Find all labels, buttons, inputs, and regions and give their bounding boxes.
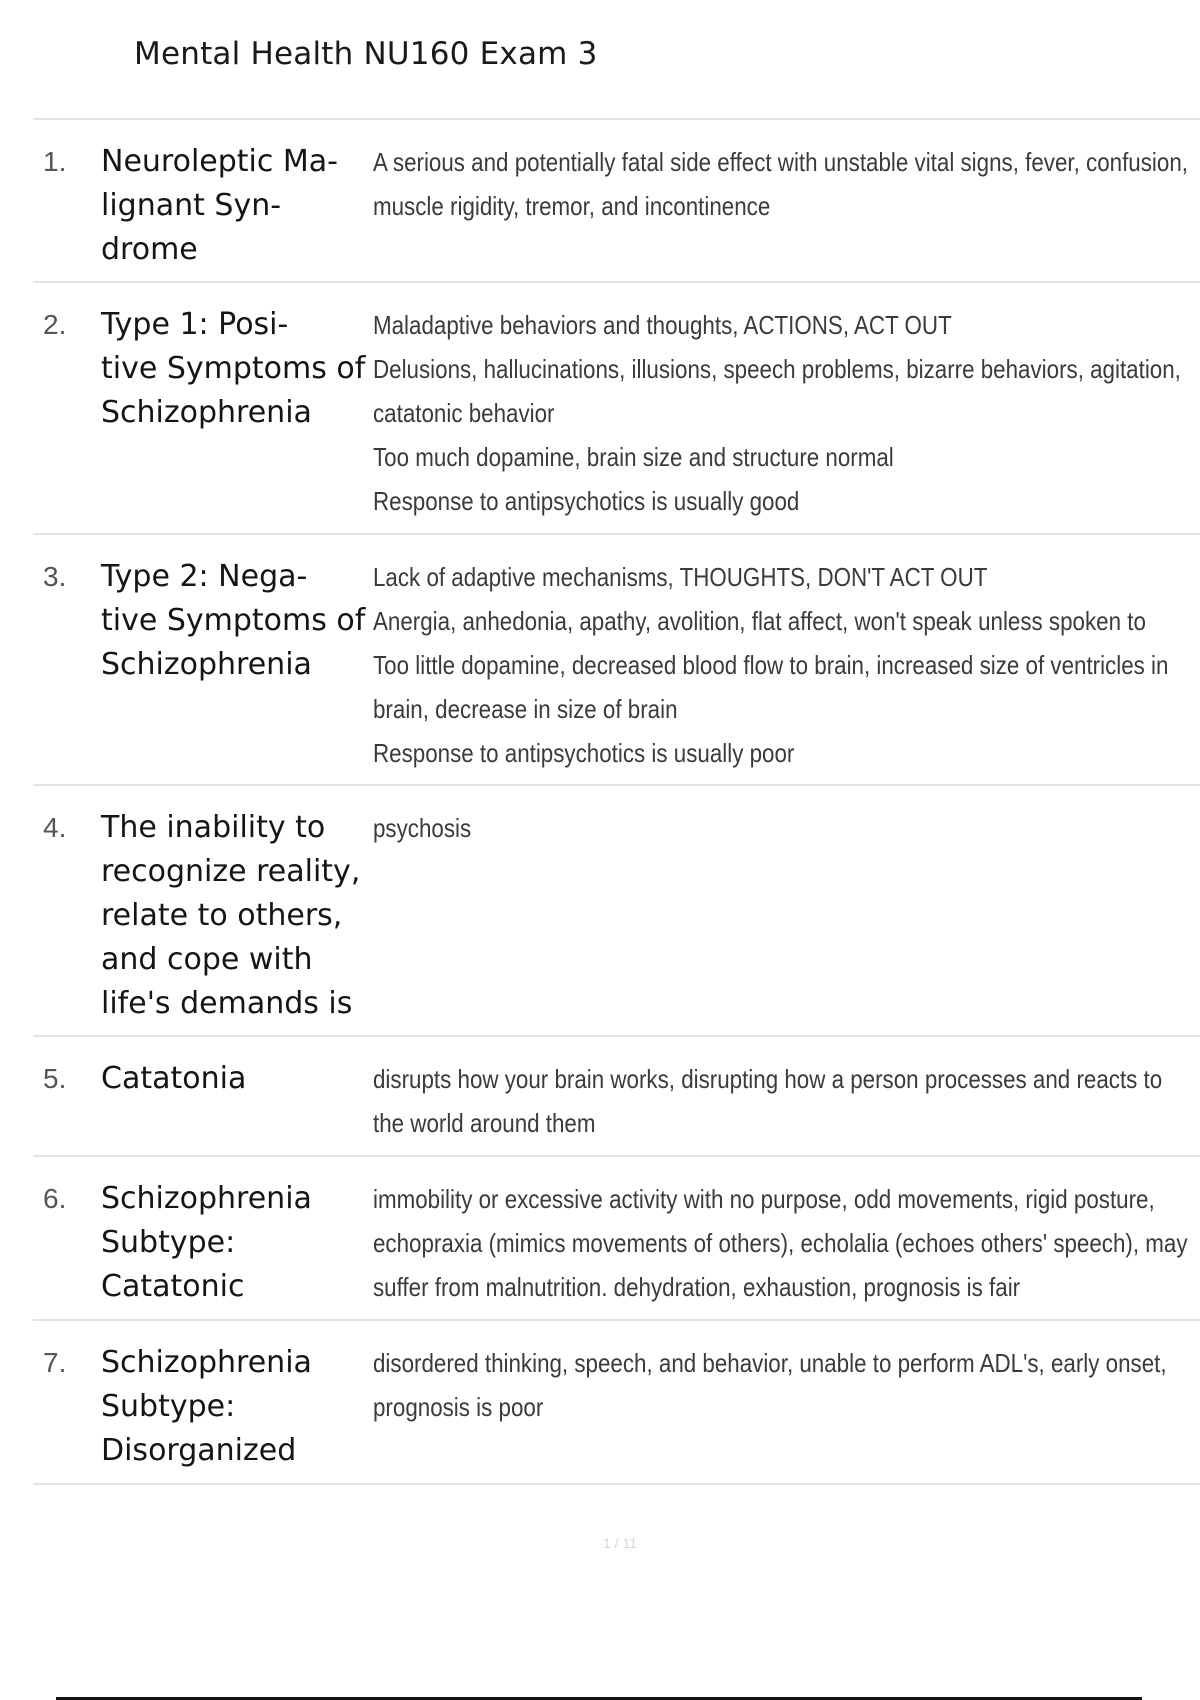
- flashcard-row: [33, 120, 1200, 283]
- card-term: Schizophrenia Subtype: Catatonic: [101, 1181, 312, 1304]
- card-number: 5.: [43, 1063, 67, 1094]
- card-term: The inability to recognize reality, relate to others, and cope with life's demands is: [101, 810, 361, 1021]
- definition-line: Too much dopamine, brain size and structure normal: [373, 442, 894, 472]
- flashcard-row: [33, 786, 1200, 1037]
- definition-line: prognosis is poor: [373, 1392, 544, 1422]
- card-definition: [373, 1177, 1188, 1309]
- page-title: Mental Health NU160 Exam 3: [134, 36, 598, 72]
- definition-line: brain, decrease in size of brain: [373, 694, 678, 724]
- definition-line: Anergia, anhedonia, apathy, avolition, flat affect, won't speak unless spoken to: [373, 606, 1146, 636]
- card-definition: [373, 303, 1181, 523]
- definition-line: catatonic behavior: [373, 398, 555, 428]
- definition-line: suffer from malnutrition. dehydration, exhaustion, prognosis is fair: [373, 1272, 1021, 1302]
- card-term: Type 2: Nega- tive Symptoms of Schizophrenia: [101, 559, 366, 682]
- card-definition: [373, 555, 1169, 775]
- flashcard-list: [33, 118, 1200, 1485]
- flashcard-row: [33, 535, 1200, 786]
- page-indicator: 1 / 11: [603, 1535, 637, 1551]
- card-number: 1.: [43, 146, 67, 177]
- card-definition: [373, 806, 1083, 850]
- flashcard-row: [33, 1157, 1200, 1321]
- flashcard-row: [33, 1037, 1200, 1157]
- card-term: Neuroleptic Ma- lignant Syn- drome: [101, 144, 338, 267]
- card-number: 6.: [43, 1183, 67, 1214]
- definition-line: muscle rigidity, tremor, and incontinence: [373, 191, 771, 221]
- definition-line: disrupts how your brain works, disrupting how a person processes and reacts to: [373, 1064, 1163, 1094]
- definition-line: Response to antipsychotics is usually poor: [373, 738, 795, 768]
- card-definition: [373, 1341, 1167, 1429]
- definition-line: Maladaptive behaviors and thoughts, ACTIONS, ACT OUT: [373, 310, 952, 340]
- definition-line: Response to antipsychotics is usually good: [373, 486, 800, 516]
- card-definition: [373, 1057, 1163, 1145]
- card-number: 2.: [43, 309, 67, 340]
- flashcard-row: [33, 283, 1200, 535]
- card-term: Schizophrenia Subtype: Disorganized: [101, 1345, 312, 1468]
- card-number: 3.: [43, 561, 67, 592]
- card-term: Type 1: Posi- tive Symptoms of Schizophrenia: [101, 307, 366, 430]
- definition-line: A serious and potentially fatal side effect with unstable vital signs, fever, confusion,: [373, 147, 1188, 177]
- card-definition: [373, 140, 1188, 228]
- definition-line: Too little dopamine, decreased blood flow to brain, increased size of ventricles in: [373, 650, 1169, 680]
- card-number: 4.: [43, 812, 67, 843]
- definition-line: immobility or excessive activity with no purpose, odd movements, rigid posture,: [373, 1184, 1155, 1214]
- definition-line: psychosis: [373, 813, 472, 843]
- card-term: Catatonia: [101, 1061, 247, 1096]
- definition-line: disordered thinking, speech, and behavior, unable to perform ADL's, early onset,: [373, 1348, 1167, 1378]
- card-number: 7.: [43, 1347, 67, 1378]
- definition-line: Delusions, hallucinations, illusions, speech problems, bizarre behaviors, agitation,: [373, 354, 1181, 384]
- flashcard-row: [33, 1321, 1200, 1485]
- definition-line: Lack of adaptive mechanisms, THOUGHTS, DON'T ACT OUT: [373, 562, 988, 592]
- definition-line: echopraxia (mimics movements of others), echolalia (echoes others' speech), may: [373, 1228, 1188, 1258]
- definition-line: the world around them: [373, 1108, 596, 1138]
